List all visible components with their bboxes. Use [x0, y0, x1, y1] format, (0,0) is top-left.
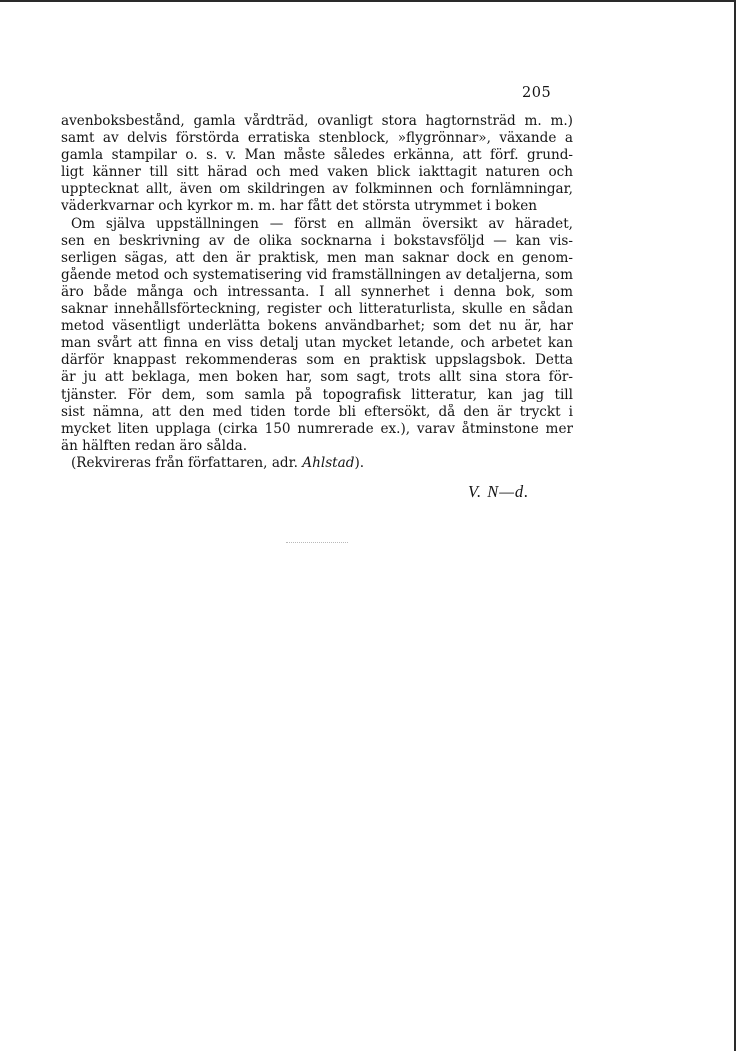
text-line: gående metod och systematisering vid framställningen av detaljerna, som: [61, 266, 573, 283]
page-number: 205: [522, 85, 552, 101]
author-signature: V. N—d.: [468, 482, 530, 501]
text-line: väderkvarnar och kyrkor m. m. har fått det största utrymmet i boken: [61, 198, 537, 215]
requisition-prefix: (Rekvireras från författaren, adr.: [71, 454, 303, 471]
text-line: sen en beskrivning av de olika socknarna i bokstavsföljd — kan vis-: [61, 232, 573, 249]
text-line: än hälften redan äro sålda.: [61, 437, 248, 454]
review-text: [61, 113, 573, 472]
text-line: avenboksbestånd, gamla vårdträd, ovanligt stora hagtornsträd m. m.): [61, 113, 573, 129]
requisition-suffix: ).: [354, 454, 365, 471]
text-line: är ju att beklaga, men boken har, som sagt, trots allt sina stora för-: [61, 369, 573, 386]
text-line: tjänster. För dem, som samla på topografisk litteratur, kan jag till: [61, 386, 573, 403]
text-line: serligen sägas, att den är praktisk, men man saknar dock en genom-: [61, 249, 573, 266]
text-line: samt av delvis förstörda erratiska stenblock, »flygrönnar», växande a: [61, 130, 573, 147]
text-line: man svårt att finna en viss detalj utan mycket letande, och arbetet kan: [61, 335, 573, 352]
text-line: ligt känner till sitt härad och med vaken blick iakttagit naturen och: [61, 164, 573, 181]
text-line: upptecknat allt, även om skildringen av folkminnen och fornlämningar,: [61, 181, 573, 198]
text-line: metod väsentligt underlätta bokens användbarhet; som det nu är, har: [61, 318, 573, 335]
text-line: saknar innehållsförteckning, register och litteraturlista, skulle en sådan: [61, 301, 573, 318]
text-line: gamla stampilar o. s. v. Man måste således erkänna, att förf. grund-: [61, 147, 573, 164]
section-divider: [286, 542, 348, 543]
text-line: därför knappast rekommenderas som en praktisk uppslagsbok. Detta: [61, 352, 573, 369]
requisition-address: Ahlstad: [302, 454, 355, 471]
requisition-line: [61, 455, 573, 472]
page-top-edge: [0, 0, 736, 2]
text-line: sist nämna, att den med tiden torde bli eftersökt, då den är tryckt i: [61, 403, 573, 420]
text-line: Om själva uppställningen — först en allmän översikt av häradet,: [71, 215, 573, 232]
text-line: mycket liten upplaga (cirka 150 numrerade ex.), varav åtminstone mer: [61, 420, 573, 437]
text-line: äro både många och intressanta. I all synnerhet i denna bok, som: [61, 283, 573, 300]
